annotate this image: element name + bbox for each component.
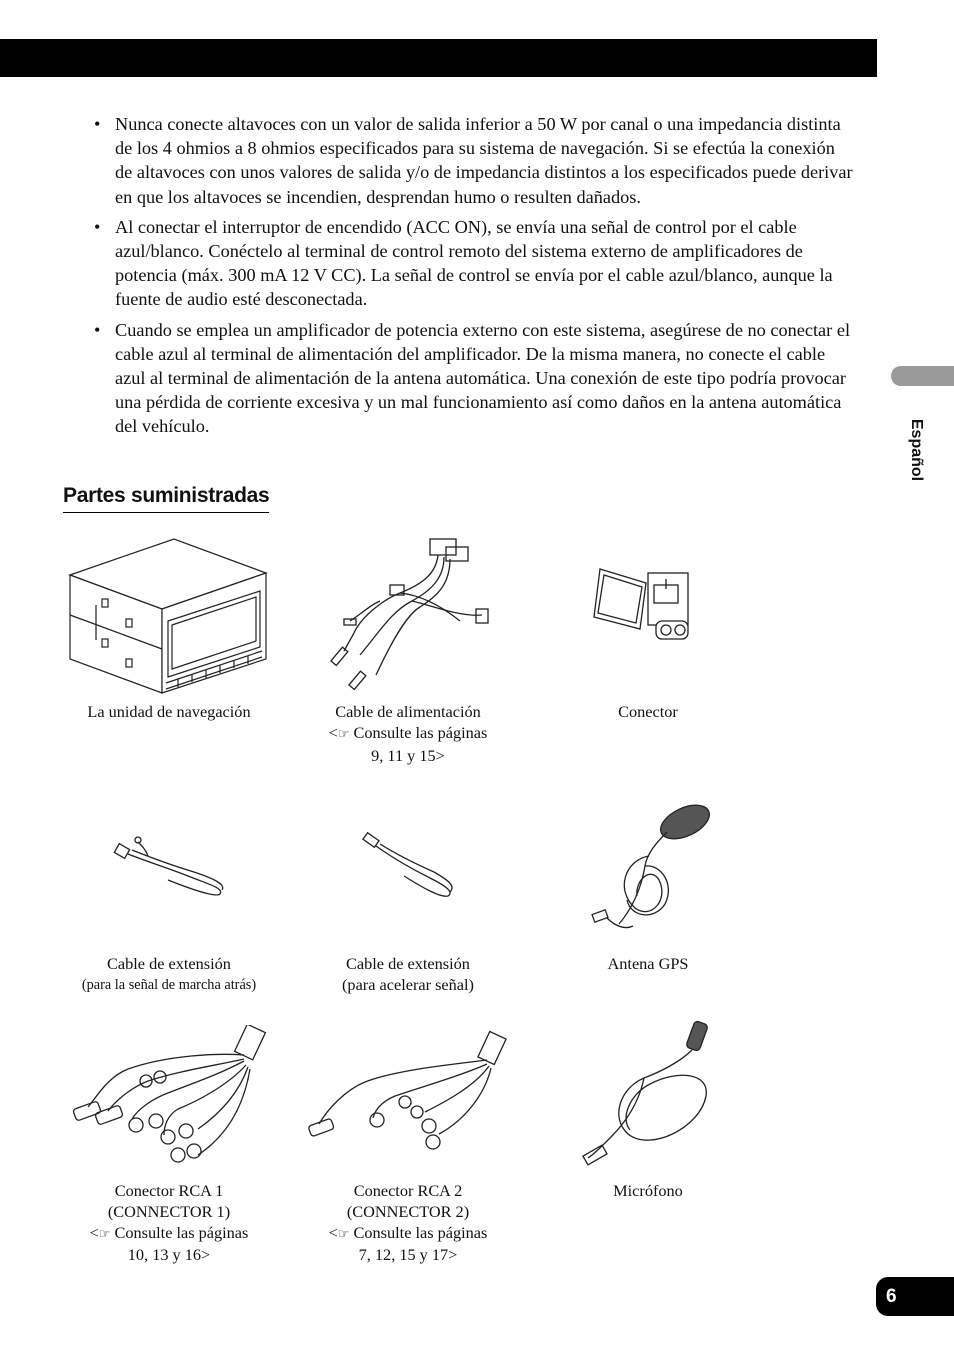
bullet-item: [94, 112, 854, 209]
power-cable-label: Cable de alimentación: [335, 702, 481, 721]
rca1-reference: [58, 1223, 280, 1246]
pointing-hand-icon: ☞: [98, 1226, 111, 1242]
rca2-pages: 7, 12, 15 y 17>: [358, 1245, 458, 1265]
ext-reverse-note: (para la señal de marcha atrás): [81, 976, 257, 993]
bullet-symbol: •: [94, 114, 101, 134]
ext-reverse-caption: [58, 954, 280, 996]
rca1-label: Conector RCA 1: [114, 1181, 224, 1200]
bullet-symbol: •: [94, 319, 101, 340]
reference-text: Consulte las páginas: [349, 722, 488, 742]
language-label: Español: [908, 418, 925, 482]
ext-reverse-label: Cable de extensión: [107, 954, 231, 973]
gps-antenna-illustration: [585, 800, 725, 940]
extension-cable-reverse-illustration: [108, 832, 230, 902]
rca2-reference: [297, 1223, 519, 1246]
pointing-hand-icon: ☞: [337, 726, 350, 742]
microphone-label: Micrófono: [613, 1181, 683, 1200]
navigation-unit-illustration: [66, 535, 272, 695]
pointing-hand-icon: ☞: [337, 1226, 350, 1242]
rca1-caption: [58, 1181, 280, 1266]
language-tab: [891, 366, 954, 386]
power-cable-reference: [297, 723, 519, 746]
rca2-label: Conector RCA 2: [353, 1181, 463, 1200]
rca2-connector-id: (CONNECTOR 2): [346, 1201, 470, 1221]
connector-label: Conector: [618, 702, 678, 721]
connector-caption: [537, 702, 759, 723]
ext-speed-label: Cable de extensión: [346, 954, 470, 973]
bullet-text: Al conectar el interruptor de encendido (ACC ON), se envía una señal de control por el cable azul/blanco. Conéctelo al terminal de control remoto del sistema externo de amplificadores de potencia (máx. 300 mA 12 V CC). La señal de control se envía por el cable azul/blanco, aunque la fuente de audio esté desconectada.: [115, 216, 833, 310]
power-cable-caption: [297, 702, 519, 766]
section-title: Partes suministradas: [63, 484, 269, 513]
rca2-caption: [297, 1181, 519, 1266]
microphone-caption: [537, 1181, 759, 1202]
rca1-pages: 10, 13 y 16>: [127, 1245, 211, 1265]
rca1-connector-id: (CONNECTOR 1): [107, 1201, 231, 1221]
reference-bracket: <: [328, 1222, 338, 1242]
nav-unit-caption: [58, 702, 280, 723]
bullet-text: Nunca conecte altavoces con un valor de salida inferior a 50 W por canal o una impedancia distinta de los 4 ohmios a 8 ohmios especificados para su sistema de navegación. Si se efectúa la conexión de altavoces con unos valores de salida y/o de impedancia distintos a los especificados puede derivar en que los altavoces se incendien, desprendan humo o resulten dañados.: [115, 114, 853, 207]
reference-bracket: <: [89, 1222, 99, 1242]
gps-antenna-label: Antena GPS: [607, 954, 689, 973]
reference-bracket: <: [328, 722, 338, 742]
warning-list: [94, 112, 854, 445]
bullet-text: Cuando se emplea un amplificador de potencia externo con este sistema, asegúrese de no conectar el cable azul al terminal de alimentación del amplificador. De la misma manera, no conecte el cable azul al terminal de alimentación de la antena automática. Una conexión de este tipo podría provocar una pérdida de corriente excesiva y un mal funcionamiento así como daños en la antena automática del vehículo.: [115, 319, 851, 437]
bullet-symbol: •: [94, 216, 101, 237]
page-number: 6: [876, 1277, 954, 1316]
reference-text: Consulte las páginas: [349, 1222, 488, 1242]
gps-antenna-caption: [537, 954, 759, 975]
rca-connector-2-illustration: [305, 1030, 510, 1160]
extension-cable-speed-illustration: [360, 832, 456, 902]
bullet-item: [94, 215, 854, 312]
power-cable-pages: 9, 11 y 15>: [371, 745, 445, 765]
ext-speed-caption: [297, 954, 519, 996]
header-bar: [0, 39, 877, 77]
rca-connector-1-illustration: [68, 1025, 268, 1170]
bullet-item: [94, 318, 854, 439]
microphone-illustration: [580, 1018, 720, 1170]
reference-text: Consulte las páginas: [110, 1222, 249, 1242]
power-cable-illustration: [320, 535, 500, 700]
ext-speed-note: (para acelerar señal): [342, 974, 474, 994]
connector-illustration: [590, 565, 700, 645]
nav-unit-label: La unidad de navegación: [87, 702, 251, 721]
